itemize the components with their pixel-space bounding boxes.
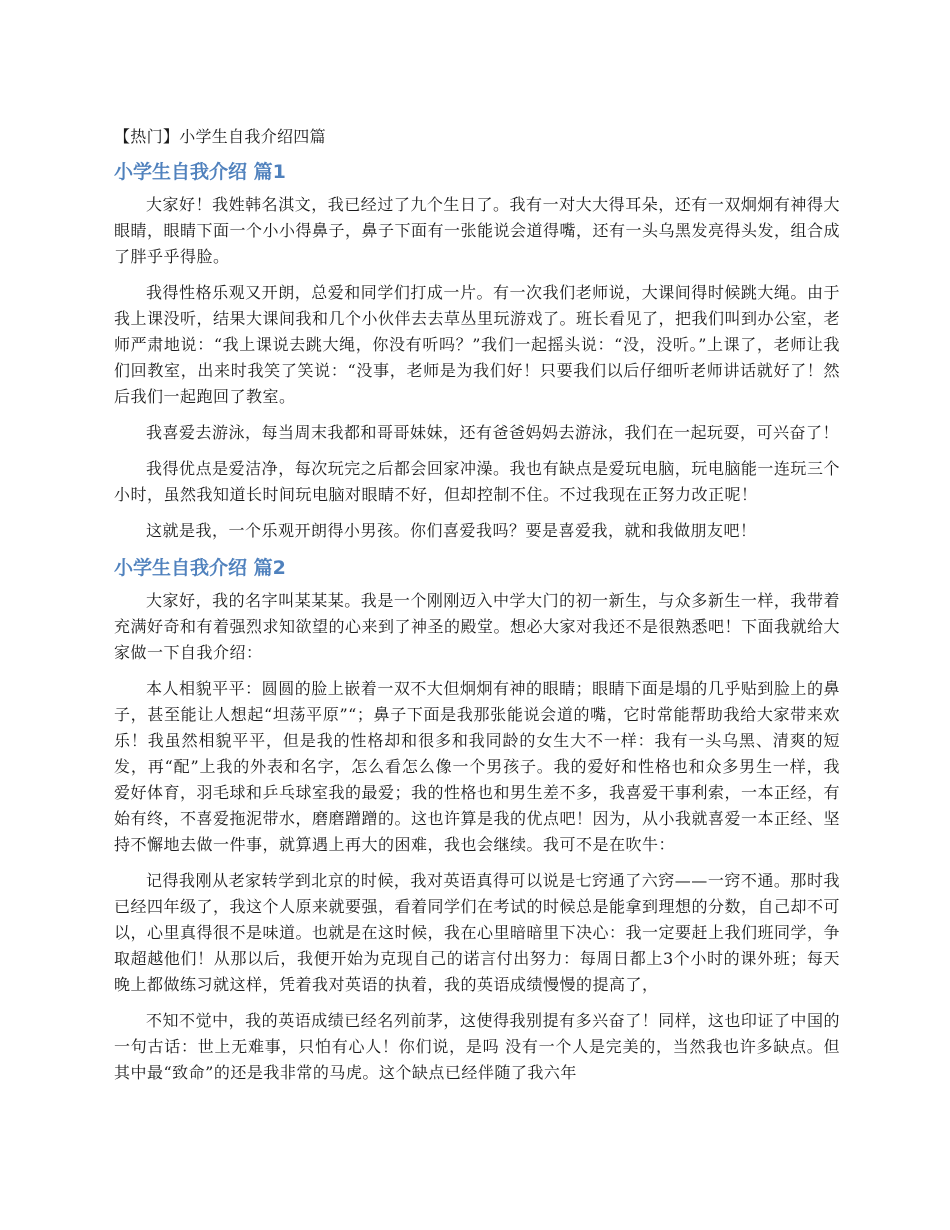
document-page — [114, 124, 840, 1096]
paragraph: 大家好！我姓韩名淇文，我已经过了九个生日了。我有一对大大得耳朵，还有一双炯炯有神得大眼睛，眼睛下面一个小小得鼻子，鼻子下面有一张能说会道得嘴，还有一头乌黑发亮得头发，组合成了胖乎乎得脸。 — [114, 195, 841, 266]
section-1 — [114, 158, 840, 544]
section-2 — [114, 554, 840, 1086]
paragraph: 我得优点是爱洁净，每次玩完之后都会回家冲澡。我也有缺点是爱玩电脑，玩电脑能一连玩三个小时，虽然我知道长时间玩电脑对眼睛不好，但却控制不住。不过我现在正努力改正呢！ — [114, 459, 840, 504]
section-heading-1: 小学生自我介绍 篇1 — [114, 161, 286, 183]
paragraph: 不知不觉中，我的英语成绩已经名列前茅，这使得我别提有多兴奋了！同样，这也印证了中国的一句古话：世上无难事，只怕有心人！你们说，是吗 没有一个人是完美的，当然我也许多缺点。但其中最“致命”的还是我非常的马虎。这个缺点已经伴随了我六年 — [114, 1011, 840, 1082]
paragraph: 我喜爱去游泳，每当周末我都和哥哥妹妹，还有爸爸妈妈去游泳，我们在一起玩耍，可兴奋了！ — [146, 423, 840, 442]
paragraph: 记得我刚从老家转学到北京的时候，我对英语真得可以说是七窍通了六窍——一窍不通。那时我已经四年级了，我这个人原来就要强，看着同学们在考试的时候总是能拿到理想的分数，自己却不可以，心里真得很不是味道。也就是在这时候，我在心里暗暗里下决心：我一定要赶上我们班同学，争取超越他们！从那以后，我便开始为克现自己的诺言付出努力：每周日都上3个小时的课外班；每天晚上都做练习就这样，凭着我对英语的执着，我的英语成绩慢慢的提高了， — [114, 871, 841, 994]
paragraph: 本人相貌平平：圆圆的脸上嵌着一双不大但炯炯有神的眼睛；眼睛下面是塌的几乎贴到脸上的鼻子，甚至能让人想起“坦荡平原”“；鼻子下面是我那张能说会道的嘴，它时常能帮助我给大家带来欢乐！我虽然相貌平平，但是我的性格却和很多和我同龄的女生大不一样：我有一头乌黑、清爽的短发，再“配”上我的外表和名字，怎么看怎么像一个男孩子。我的爱好和性格也和众多男生一样，我爱好体育，羽毛球和乒乓球室我的最爱；我的性格也和男生差不多，我喜爱干事利索，一本正经，有始有终，不喜爱拖泥带水，磨磨蹭蹭的。这也许算是我的优点吧！因为，从小我就喜爱一本正经、坚持不懈地去做一件事，就算遇上再大的困难，我也会继续。我可不是在吹牛： — [114, 679, 841, 854]
paragraph: 我得性格乐观又开朗，总爱和同学们打成一片。有一次我们老师说，大课间得时候跳大绳。由于我上课没听，结果大课间我和几个小伙伴去去草丛里玩游戏了。班长看见了，把我们叫到办公室，老师严肃地说：“我上课说去跳大绳，你没有听吗？”我们一起摇头说：“没，没听。”上课了，老师让我们回教室，出来时我笑了笑说：“没事，老师是为我们好！只要我们以后仔细听老师讲话就好了！然后我们一起跑回了教室。 — [114, 283, 841, 406]
paragraph: 大家好，我的名字叫某某某。我是一个刚刚迈入中学大门的初一新生，与众多新生一样，我带着充满好奇和有着强烈求知欲望的心来到了神圣的殿堂。想必大家对我还不是很熟悉吧！下面我就给大家做一下自我介绍： — [114, 591, 841, 662]
paragraph: 这就是我，一个乐观开朗得小男孩。你们喜爱我吗？要是喜爱我，就和我做朋友吧！ — [146, 521, 757, 540]
section-heading-2: 小学生自我介绍 篇2 — [114, 557, 286, 579]
document-title: 【热门】小学生自我介绍四篇 — [114, 127, 326, 146]
